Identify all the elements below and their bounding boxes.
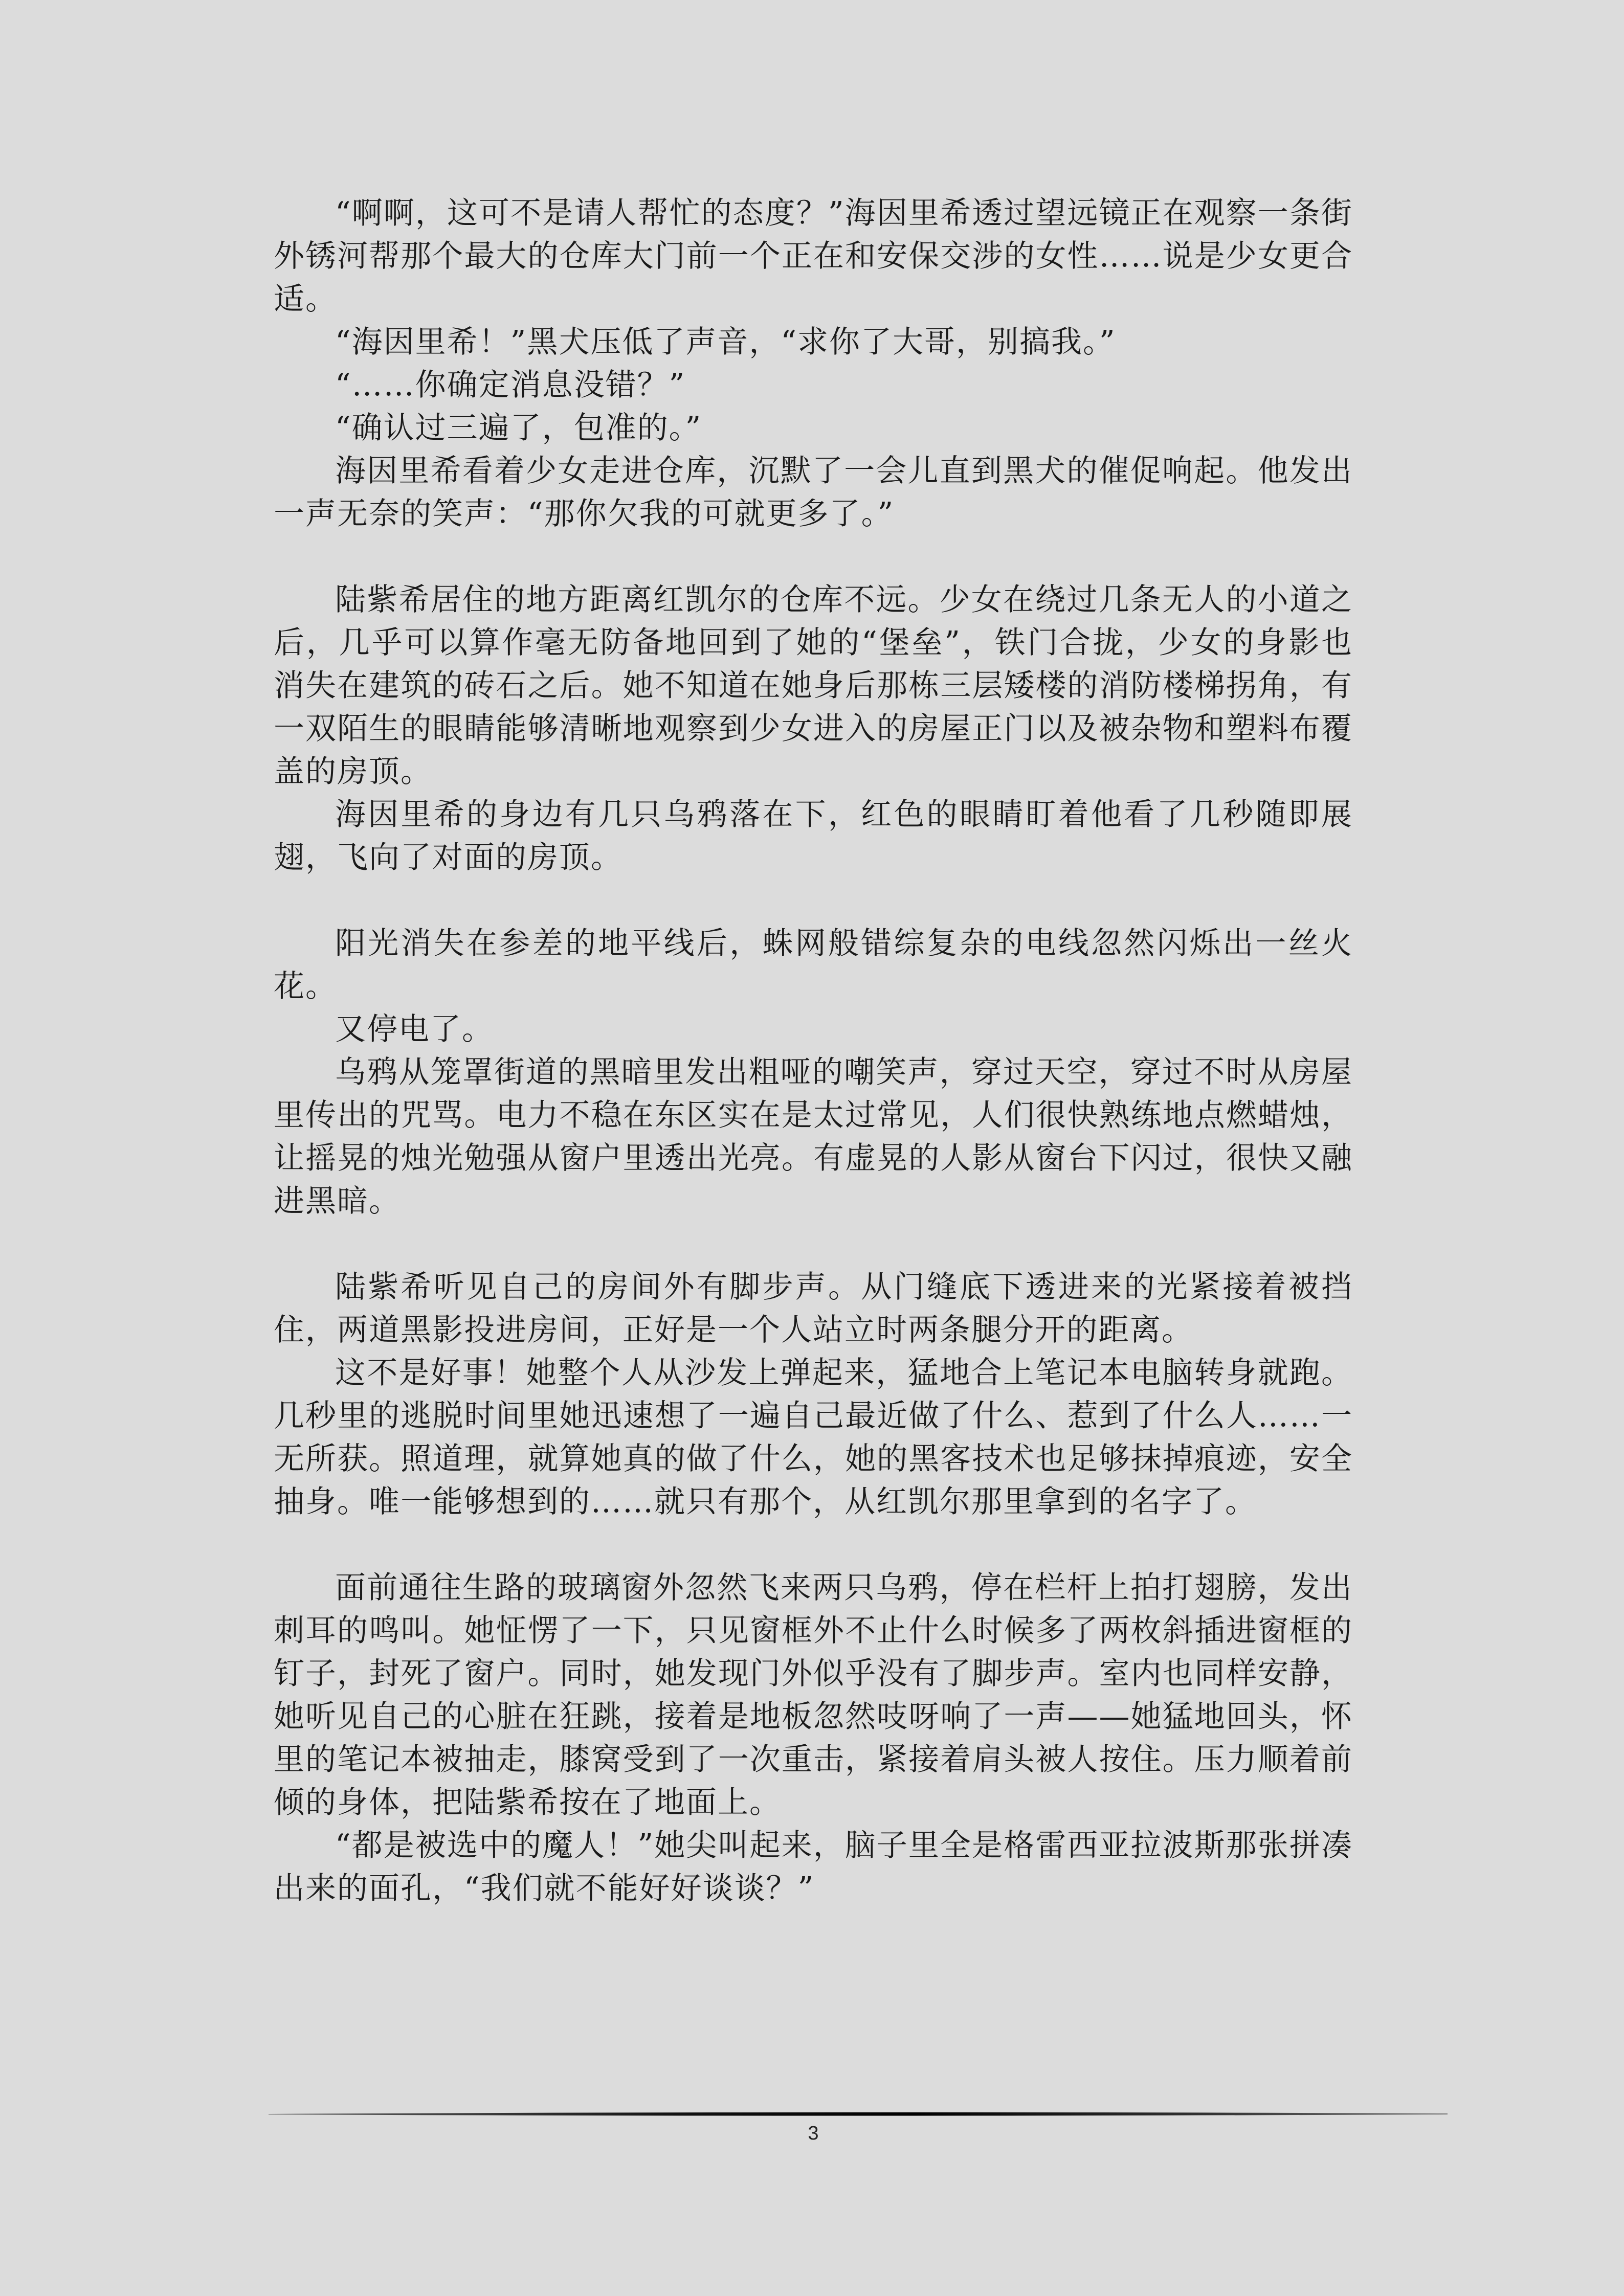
section-1 [274, 192, 1353, 535]
paragraph: 海因里希看着少女走进仓库，沉默了一会儿直到黑犬的催促响起。他发出一声无奈的笑声：“那你欠我的可就更多了。” [274, 453, 1353, 532]
paragraph: “……你确定消息没错？” [335, 367, 686, 403]
paragraph: 又停电了。 [335, 1011, 494, 1047]
paragraph: 陆紫希居住的地方距离红凯尔的仓库不远。少女在绕过几条无人的小道之后，几乎可以算作毫无防备地回到了她的“堡垒”，铁门合拢，少女的身影也消失在建筑的砖石之后。她不知道在她身后那栋三层矮楼的消防楼梯拐角，有一双陌生的眼睛能够清晰地观察到少女进入的房屋正门以及被杂物和塑料布覆盖的房顶。 [274, 582, 1353, 790]
section-2 [274, 578, 1353, 879]
section-5 [274, 1566, 1353, 1910]
paragraph: 面前通往生路的玻璃窗外忽然飞来两只乌鸦，停在栏杆上拍打翅膀，发出刺耳的鸣叫。她怔愣了一下，只见窗框外不止什么时候多了两枚斜插进窗框的钉子，封死了窗户。同时，她发现门外似乎没有了脚步声。室内也同样安静，她听见自己的心脏在狂跳，接着是地板忽然吱呀响了一声——她猛地回头，怀里的笔记本被抽走，膝窝受到了一次重击，紧接着肩头被人按住。压力顺着前倾的身体，把陆紫希按在了地面上。 [274, 1570, 1353, 1820]
section-break [274, 879, 1353, 922]
paragraph: “都是被选中的魔人！”她尖叫起来，脑子里全是格雷西亚拉波斯那张拼凑出来的面孔，“我们就不能好好谈谈？” [274, 1828, 1353, 1906]
paragraph: 阳光消失在参差的地平线后，蛛网般错综复杂的电线忽然闪烁出一丝火花。 [274, 926, 1353, 1004]
page-number: 3 [808, 2123, 819, 2144]
section-4 [274, 1266, 1353, 1523]
paragraph: “海因里希！”黑犬压低了声音，“求你了大哥，别搞我。” [335, 324, 1116, 360]
paragraph: 乌鸦从笼罩街道的黑暗里发出粗哑的嘲笑声，穿过天空，穿过不时从房屋里传出的咒骂。电力不稳在东区实在是太过常见，人们很快熟练地点燃蜡烛，让摇晃的烛光勉强从窗户里透出光亮。有虚晃的人影从窗台下闪过，很快又融进黑暗。 [274, 1054, 1353, 1219]
section-break [274, 1223, 1353, 1266]
section-break [274, 1523, 1353, 1566]
paragraph: 陆紫希听见自己的房间外有脚步声。从门缝底下透进来的光紧接着被挡住，两道黑影投进房间，正好是一个人站立时两条腿分开的距离。 [274, 1269, 1353, 1348]
paragraph: “确认过三遍了，包准的。” [335, 410, 702, 446]
body-text [274, 192, 1353, 1910]
paragraph: “啊啊，这可不是请人帮忙的态度？”海因里希透过望远镜正在观察一条街外锈河帮那个最大的仓库大门前一个正在和安保交涉的女性……说是少女更合适。 [274, 195, 1353, 317]
paragraph: 海因里希的身边有几只乌鸦落在下，红色的眼睛盯着他看了几秒随即展翅，飞向了对面的房顶。 [274, 797, 1353, 875]
paragraph: 这不是好事！她整个人从沙发上弹起来，猛地合上笔记本电脑转身就跑。几秒里的逃脱时间里她迅速想了一遍自己最近做了什么、惹到了什么人……一无所获。照道理，就算她真的做了什么，她的黑客技术也足够抹掉痕迹，安全抽身。唯一能够想到的……就只有那个，从红凯尔那里拿到的名字了。 [274, 1355, 1353, 1520]
section-3 [274, 922, 1353, 1223]
section-break [274, 535, 1353, 578]
footer-divider [269, 2111, 1448, 2117]
